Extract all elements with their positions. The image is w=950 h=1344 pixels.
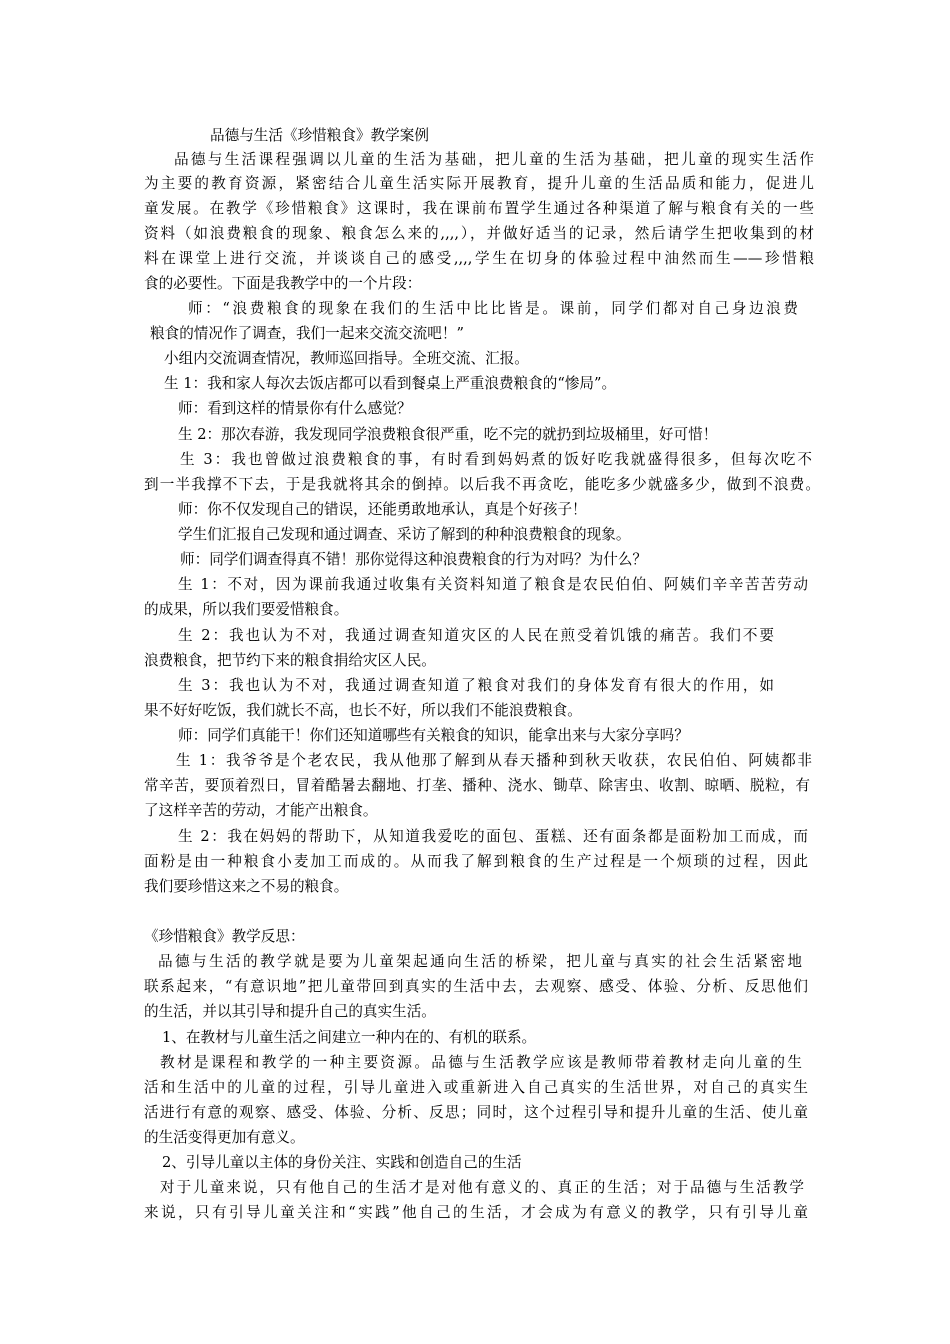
case-line: 师：“浪费粮食的现象在我们的生活中比比皆是。课前，同学们都对自己身边浪费 (188, 300, 798, 317)
case-line: 料在课堂上进行交流，并谈谈自己的感受,,,,学生在切身的体验过程中油然而生——珍惜粮 (144, 250, 814, 267)
reflection-line: 对于儿童来说，只有他自己的生活才是对他有意义的、真正的生活；对于品德与生活教学 (160, 1179, 804, 1196)
case-line: 常辛苦，要顶着烈日，冒着酷暑去翻地、打垄、播种、浇水、锄草、除害虫、收割、晾晒、脱粒，有 (144, 777, 810, 794)
case-line: 生 2：我在妈妈的帮助下，从知道我爱吃的面包、蛋糕、还有面条都是面粉加工而成，而 (178, 828, 808, 845)
case-line: 小组内交流调查情况，教师巡回指导。全班交流、汇报。 (164, 350, 529, 367)
case-line: 生 1：不对，因为课前我通过收集有关资料知道了粮食是农民伯伯、阿姨们辛辛苦苦劳动 (178, 576, 808, 593)
case-line: 品德与生活课程强调以儿童的生活为基础，把儿童的生活为基础，把儿童的现实生活作 (174, 151, 814, 168)
case-line: 学生们汇报自己发现和通过调查、采访了解到的种种浪费粮食的现象。 (178, 526, 631, 543)
case-line: 食的必要性。下面是我教学中的一个片段： (144, 275, 422, 292)
case-line: 我们要珍惜这来之不易的粮食。 (144, 878, 349, 895)
case-line: 到一半我撑不下去，于是我就将其余的倒掉。以后我不再贪吃，能吃多少就盛多少，做到不浪费。 (144, 476, 820, 493)
document-title: 品德与生活《珍惜粮食》教学案例 (210, 127, 429, 144)
case-line: 生 2：我也认为不对，我通过调查知道灾区的人民在煎受着饥饿的痛苦。我们不要 (178, 627, 774, 644)
reflection-title: 《珍惜粮食》教学反思： (144, 928, 305, 945)
reflection-line: 活进行有意的观察、感受、体验、分析、反思；同时，这个过程引导和提升儿童的生活、使儿童 (144, 1104, 808, 1121)
case-line: 生 3：我也曾做过浪费粮食的事，有时看到妈妈煮的饭好吃我就盛得很多，但每次吃不 (180, 451, 812, 468)
reflection-line: 1、在教材与儿童生活之间建立一种内在的、有机的联系。 (162, 1029, 537, 1046)
case-line: 面粉是由一种粮食小麦加工而成的。从而我了解到粮食的生产过程是一个烦琐的过程，因此 (144, 853, 808, 870)
reflection-line: 来说，只有引导儿童关注和“实践”他自己的生活，才会成为有意义的教学，只有引导儿童 (144, 1204, 808, 1221)
case-line: 童发展。在教学《珍惜粮食》这课时，我在课前布置学生通过各种渠道了解与粮食有关的一些 (144, 200, 814, 217)
reflection-line: 品德与生活的教学就是要为儿童架起通向生活的桥梁，把儿童与真实的社会生活紧密地 (158, 953, 802, 970)
case-line: 师：你不仅发现自己的错误，还能勇敢地承认，真是个好孩子！ (178, 501, 587, 518)
case-line: 生 3：我也认为不对，我通过调查知道了粮食对我们的身体发育有很大的作用，如 (178, 677, 774, 694)
case-line: 师：同学们真能干！你们还知道哪些有关粮食的知识，能拿出来与大家分享吗？ (178, 727, 689, 744)
case-line: 生 1：我爷爷是个老农民，我从他那了解到从春天播种到秋天收获，农民伯伯、阿姨都非 (176, 752, 812, 769)
reflection-line: 2、引导儿童以主体的身份关注、实践和创造自己的生活 (162, 1154, 522, 1171)
reflection-line: 的生活，并以其引导和提升自己的真实生活。 (144, 1003, 436, 1020)
case-line: 浪费粮食，把节约下来的粮食捐给灾区人民。 (144, 652, 436, 669)
case-line: 师：看到这样的情景你有什么感觉？ (178, 400, 412, 417)
reflection-line: 活和生活中的儿童的过程，引导儿童进入或重新进入自己真实的生活世界，对自己的真实生 (144, 1079, 808, 1096)
case-line: 粮食的情况作了调查，我们一起来交流交流吧！” (150, 325, 464, 342)
case-line: 的成果，所以我们要爱惜粮食。 (144, 601, 349, 618)
case-line: 生 2：那次春游，我发现同学浪费粮食很严重，吃不完的就扔到垃圾桶里，好可惜！ (178, 426, 718, 443)
reflection-line: 联系起来，“有意识地”把儿童带回到真实的生活中去，去观察、感受、体验、分析、反思他们 (144, 978, 808, 995)
case-line: 资料（如浪费粮食的现象、粮食怎么来的,,,,），并做好适当的记录，然后请学生把收集到的材 (144, 225, 814, 242)
case-line: 生 1：我和家人每次去饭店都可以看到餐桌上严重浪费粮食的“惨局”。 (164, 375, 617, 392)
case-line: 师：同学们调查得真不错！那你觉得这种浪费粮食的行为对吗？为什么？ (180, 551, 648, 568)
case-line: 了这样辛苦的劳动，才能产出粮食。 (144, 802, 378, 819)
case-line: 果不好好吃饭，我们就长不高，也长不好，所以我们不能浪费粮食。 (144, 702, 582, 719)
reflection-line: 的生活变得更加有意义。 (144, 1129, 305, 1146)
case-line: 为主要的教育资源，紧密结合儿童生活实际开展教育，提升儿童的生活品质和能力，促进儿 (144, 175, 814, 192)
reflection-line: 教材是课程和教学的一种主要资源。品德与生活教学应该是教师带着教材走向儿童的生 (160, 1054, 802, 1071)
